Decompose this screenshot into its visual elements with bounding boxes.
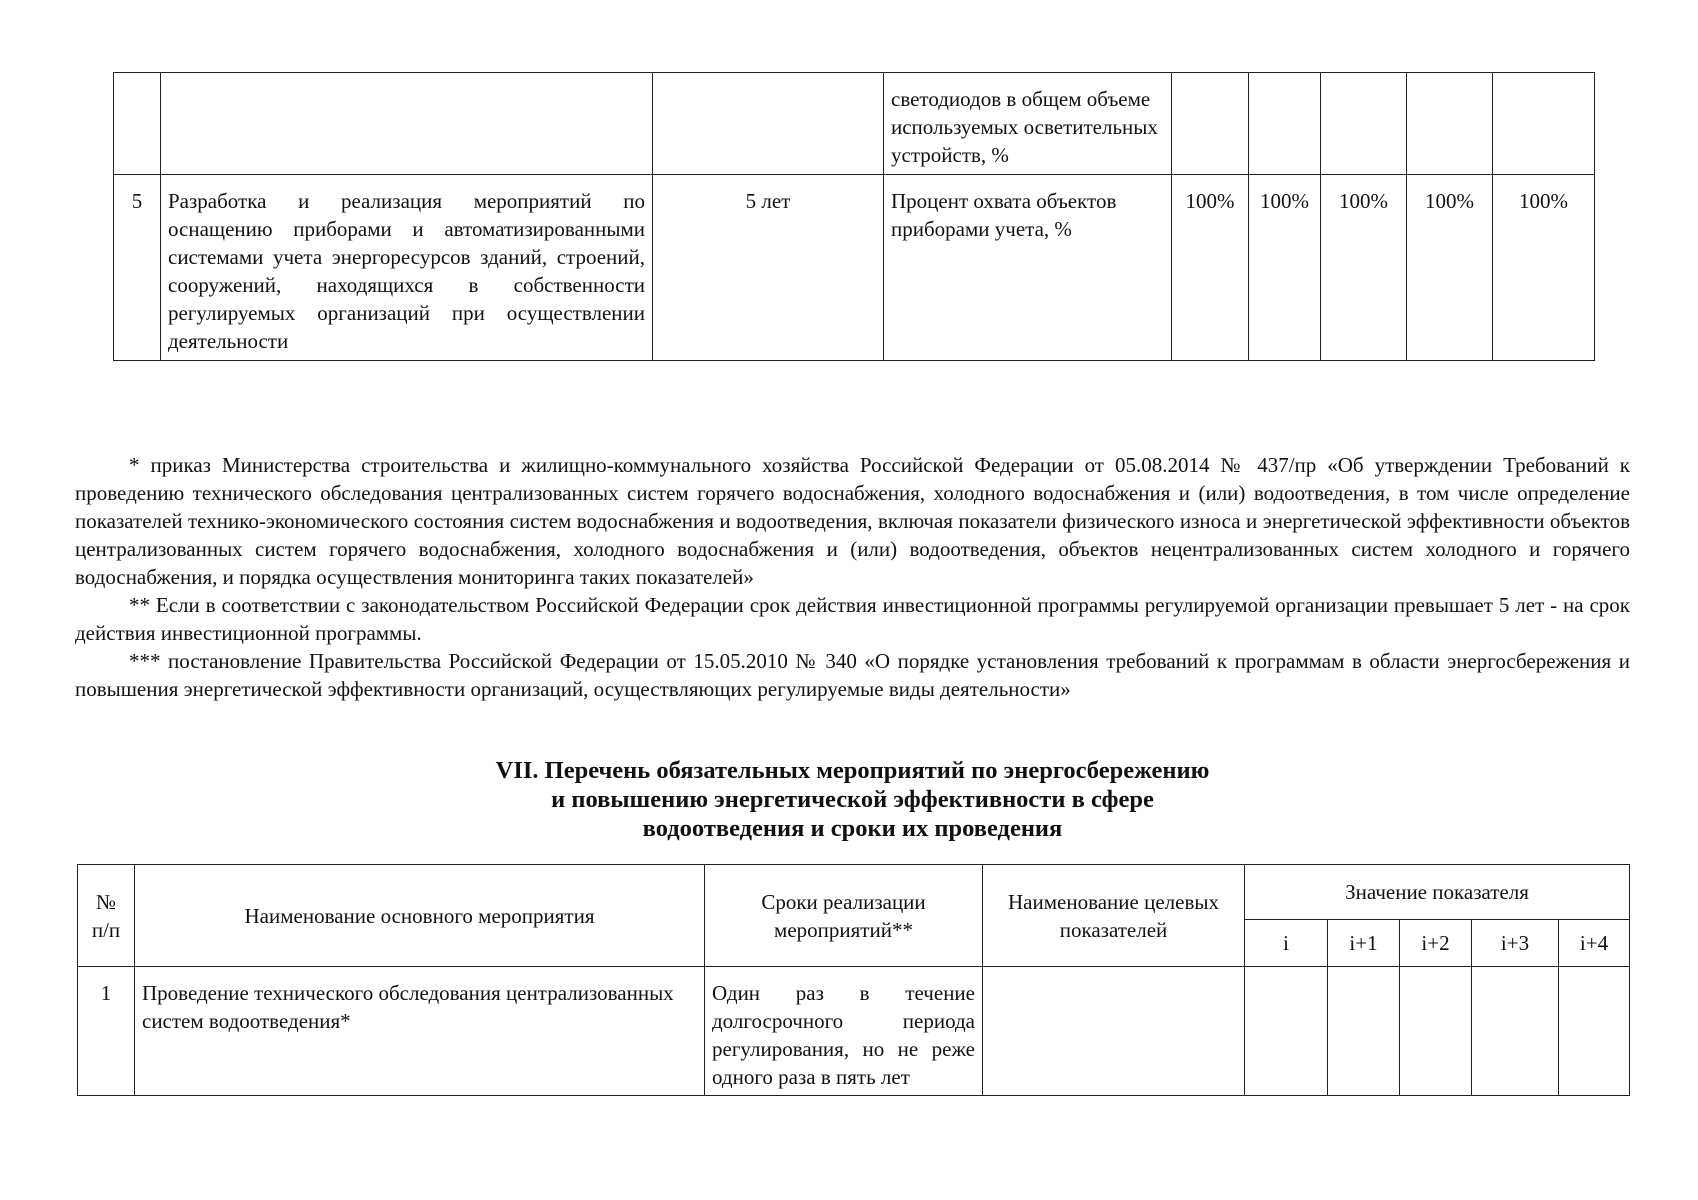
column-header-activity: Наименование основного мероприятия — [135, 865, 705, 967]
column-header-term: Сроки реализации мероприятий** — [705, 865, 983, 967]
column-header-year: i+1 — [1328, 920, 1400, 967]
table-row — [114, 73, 1595, 175]
indicator-cell: светодиодов в общем объеме используемых осветительных устройств, % — [884, 73, 1172, 175]
value-cell — [1559, 967, 1630, 1096]
footnote: ** Если в соответствии с законодательством Российской Федерации срок действия инвестиционной программы регулируемой организации превышает 5 лет - на срок действия инвестиционной программы. — [75, 593, 1630, 645]
value-cell — [1249, 73, 1321, 175]
value-cell — [1400, 967, 1472, 1096]
heading-line: и повышению энергетической эффективности в сфере — [551, 786, 1154, 813]
activity-cell: Разработка и реализация мероприятий по оснащению приборами и автоматизированными системами учета энергоресурсов зданий, строений, сооружений, находящихся в собственности регулируемых организаций при осуществлении деятельности — [161, 175, 653, 361]
column-header-number: № п/п — [78, 865, 135, 967]
value-cell: 100% — [1249, 175, 1321, 361]
heading-line: VII. Перечень обязательных мероприятий по энергосбережению — [495, 757, 1210, 784]
column-header-year: i+3 — [1472, 920, 1559, 967]
value-cell — [1321, 73, 1407, 175]
footnotes — [75, 451, 1630, 703]
value-cell: 100% — [1407, 175, 1493, 361]
column-header-indicator: Наименование целевых показателей — [983, 865, 1245, 967]
section-heading — [75, 756, 1630, 843]
value-cell — [1328, 967, 1400, 1096]
term-cell: Один раз в течение долгосрочного периода регулирования, но не реже одного раза в пять лет — [705, 967, 983, 1096]
table-row — [114, 175, 1595, 361]
activity-cell — [161, 73, 653, 175]
column-header-year: i — [1245, 920, 1328, 967]
footnote: * приказ Министерства строительства и жилищно-коммунального хозяйства Российской Федерации от 05.08.2014 № 437/пр «Об утверждении Требований к проведению технического обследования централизованных систем горячего водоснабжения, холодного водоснабжения и (или) водоотведения, в том числе определение показателей технико-экономического состояния систем водоснабжения и водоотведения, включая показатели физического износа и энергетической эффективности объектов централизованных систем горячего водоснабжения, холодного водоснабжения и (или) водоотведения, объектов нецентрализованных систем холодного и горячего водоснабжения, и порядка осуществления мониторинга таких показателей» — [75, 453, 1630, 589]
term-cell — [653, 73, 884, 175]
column-header-values-group: Значение показателя — [1245, 865, 1630, 920]
table-row — [78, 967, 1630, 1096]
value-cell: 100% — [1493, 175, 1595, 361]
table-header-row — [78, 865, 1630, 920]
wastewater-measures-table — [77, 864, 1630, 1096]
indicator-cell — [983, 967, 1245, 1096]
heading-line: водоотведения и сроки их проведения — [642, 815, 1063, 842]
row-number — [114, 73, 161, 175]
value-cell — [1172, 73, 1249, 175]
energy-measures-table-continued — [113, 72, 1595, 361]
column-header-year: i+4 — [1559, 920, 1630, 967]
value-cell: 100% — [1172, 175, 1249, 361]
column-header-year: i+2 — [1400, 920, 1472, 967]
row-number: 5 — [114, 175, 161, 361]
term-cell: 5 лет — [653, 175, 884, 361]
value-cell — [1245, 967, 1328, 1096]
indicator-cell: Процент охвата объектов приборами учета, % — [884, 175, 1172, 361]
row-number: 1 — [78, 967, 135, 1096]
value-cell: 100% — [1321, 175, 1407, 361]
value-cell — [1407, 73, 1493, 175]
activity-cell: Проведение технического обследования централизованных систем водоотведения* — [135, 967, 705, 1096]
value-cell — [1472, 967, 1559, 1096]
value-cell — [1493, 73, 1595, 175]
footnote: *** постановление Правительства Российской Федерации от 15.05.2010 № 340 «О порядке установления требований к программам в области энергосбережения и повышения энергетической эффективности организаций, осуществляющих регулируемые виды деятельности» — [75, 649, 1630, 701]
